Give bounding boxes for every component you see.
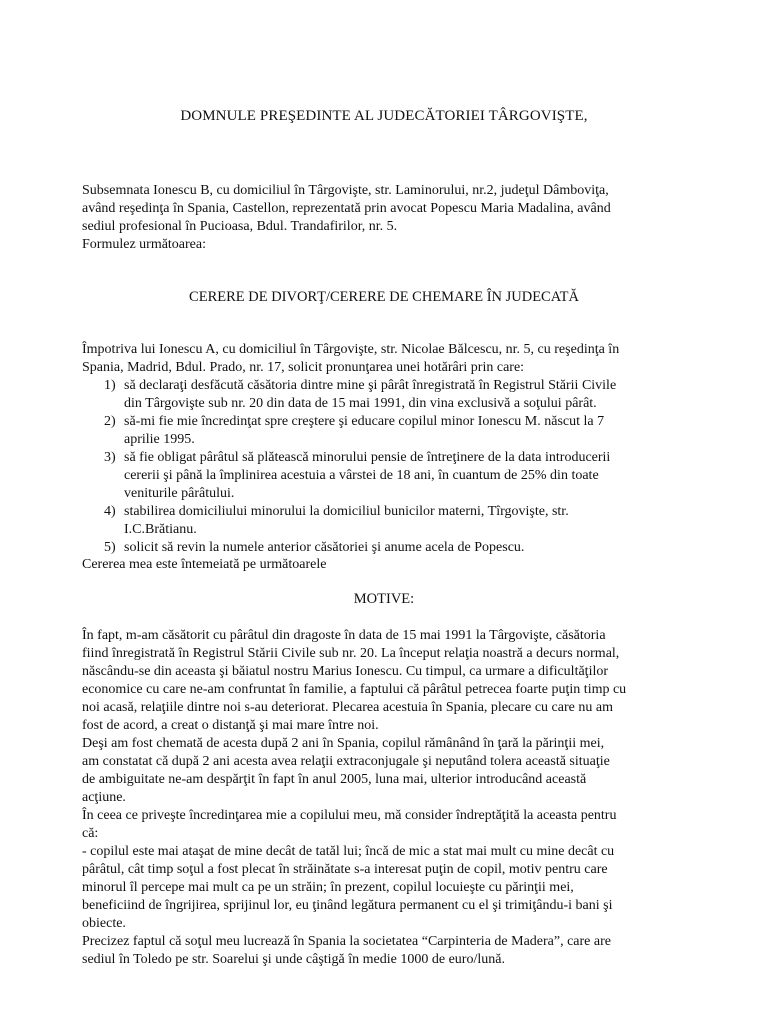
motives-line: În ceea ce priveşte încredinţarea mie a copilului meu, mă consider îndreptăţită la aceasta pentru: [82, 808, 617, 823]
request-line: solicit să revin la numele anterior căsătoriei şi anume acela de Popescu.: [124, 540, 525, 555]
request-line: să-mi fie mie încredinţat spre creştere şi educare copilul minor Ionescu M. născut la 7: [124, 414, 605, 429]
motives-line: acţiune.: [82, 790, 126, 805]
intro-paragraph: [82, 182, 678, 254]
intro-line: sediul profesional în Pucioasa, Bdul. Trandafirilor, nr. 5.: [82, 219, 398, 234]
request-line: cererii şi până la împlinirea acestuia a vârstei de 18 ani, în cuantum de 25% din toate: [124, 468, 599, 483]
document-title: DOMNULE PREŞEDINTE AL JUDECĂTORIEI TÂRGOVIŞTE,: [180, 108, 588, 124]
intro-line: Subsemnata Ionescu B, cu domiciliul în Târgovişte, str. Laminorului, nr.2, judeţul Dâmboviţa,: [82, 183, 609, 198]
motives-line: obiecte.: [82, 916, 126, 931]
motives-line: că:: [82, 826, 99, 841]
motives-heading: MOTIVE:: [353, 591, 415, 607]
requests-list: [82, 377, 678, 557]
request-heading: CERERE DE DIVORŢ/CERERE DE CHEMARE ÎN JUDECATĂ: [189, 289, 579, 305]
request-number: 5): [104, 540, 116, 555]
motives-line: pârâtul, cât timp soţul a fost plecat în străinătate s-a interesat puţin de copil, motiv pentru care: [82, 862, 608, 877]
motives-paragraph-1: [82, 627, 678, 969]
motives-line: economice cu care ne-am confruntat în familie, a faptului că pârâtul petrecea foarte puţin timp cu: [82, 682, 627, 697]
motives-line: Precizez faptul că soţul meu lucrează în Spania la societatea “Carpinteria de Madera”, care are: [82, 934, 611, 949]
against-line: Împotriva lui Ionescu A, cu domiciliul în Târgovişte, str. Nicolae Bălcescu, nr. 5, cu reşedinţa în: [82, 342, 620, 357]
request-line: să fie obligat pârâtul să plătească minorului pensie de întreţinere de la data introducerii: [124, 450, 611, 465]
grounds-line: Cererea mea este întemeiată pe următoarele: [82, 557, 327, 572]
motives-line: de ambiguitate ne-am despărţit în fapt în anul 2005, luna mai, ulterior introducând această: [82, 772, 587, 787]
motives-line: - copilul este mai ataşat de mine decât de tatăl lui; încă de mic a stat mai mult cu mine decât cu: [82, 844, 615, 859]
motives-line: În fapt, m-am căsătorit cu pârâtul din dragoste în data de 15 mai 1991 la Târgovişte, căsătoria: [82, 628, 606, 643]
request-item: [82, 377, 678, 413]
request-item: [82, 449, 678, 503]
request-number: 4): [104, 504, 116, 519]
intro-line: având reşedinţa în Spania, Castellon, reprezentată prin avocat Popescu Maria Madalina, având: [82, 201, 611, 216]
motives-line: minorul îl percepe mai mult ca pe un străin; în prezent, copilul locuieşte cu părinţii mei,: [82, 880, 574, 895]
request-number: 1): [104, 378, 116, 393]
request-line: veniturile pârâtului.: [124, 486, 235, 501]
request-item: [82, 503, 678, 539]
against-line: Spania, Madrid, Bdul. Prado, nr. 17, solicit pronunţarea unei hotărâri prin care:: [82, 360, 525, 375]
request-item: [82, 413, 678, 449]
request-line: I.C.Brătianu.: [124, 522, 197, 537]
motives-line: beneficiind de îngrijirea, sprijinul lor, eu ţinând legătura permanent cu el şi trimiţându-i bani şi: [82, 898, 613, 913]
request-line: stabilirea domiciliului minorului la domiciliul bunicilor materni, Tîrgovişte, str.: [124, 504, 569, 519]
motives-line: fiind înregistrată în Registrul Stării Civile sub nr. 20. La început relaţia noastră a decurs normal,: [82, 646, 620, 661]
request-number: 2): [104, 414, 116, 429]
motives-line: sediul în Toledo pe str. Soarelui şi unde câştigă în medie 1000 de euro/lună.: [82, 952, 505, 967]
request-number: 3): [104, 450, 116, 465]
intro-line: Formulez următoarea:: [82, 237, 207, 252]
motives-line: Deşi am fost chemată de acesta după 2 ani în Spania, copilul rămânând în ţară la părinţii mei,: [82, 736, 605, 751]
request-line: din Târgovişte sub nr. 20 din data de 15 mai 1991, din vina exclusivă a soţului pârât.: [124, 396, 597, 411]
motives-line: fost de acord, a creat o distanţă şi mai mare între noi.: [82, 718, 379, 733]
motives-line: noi acasă, relaţiile dintre noi s-au deteriorat. Plecarea acestuia în Spania, plecare cu care nu am: [82, 700, 613, 715]
motives-line: am constatat că după 2 ani acesta avea relaţii extraconjugale şi neputând tolera această situaţie: [82, 754, 610, 769]
motives-line: născându-se din aceasta şi băiatul nostru Marius Ionescu. Cu timpul, ca urmare a dificultăţilor: [82, 664, 609, 679]
request-item: [82, 539, 678, 557]
request-line: să declaraţi desfăcută căsătoria dintre mine şi pârât înregistrată în Registrul Stării Civile: [124, 378, 617, 393]
request-line: aprilie 1995.: [124, 432, 195, 447]
against-paragraph: [82, 341, 678, 377]
